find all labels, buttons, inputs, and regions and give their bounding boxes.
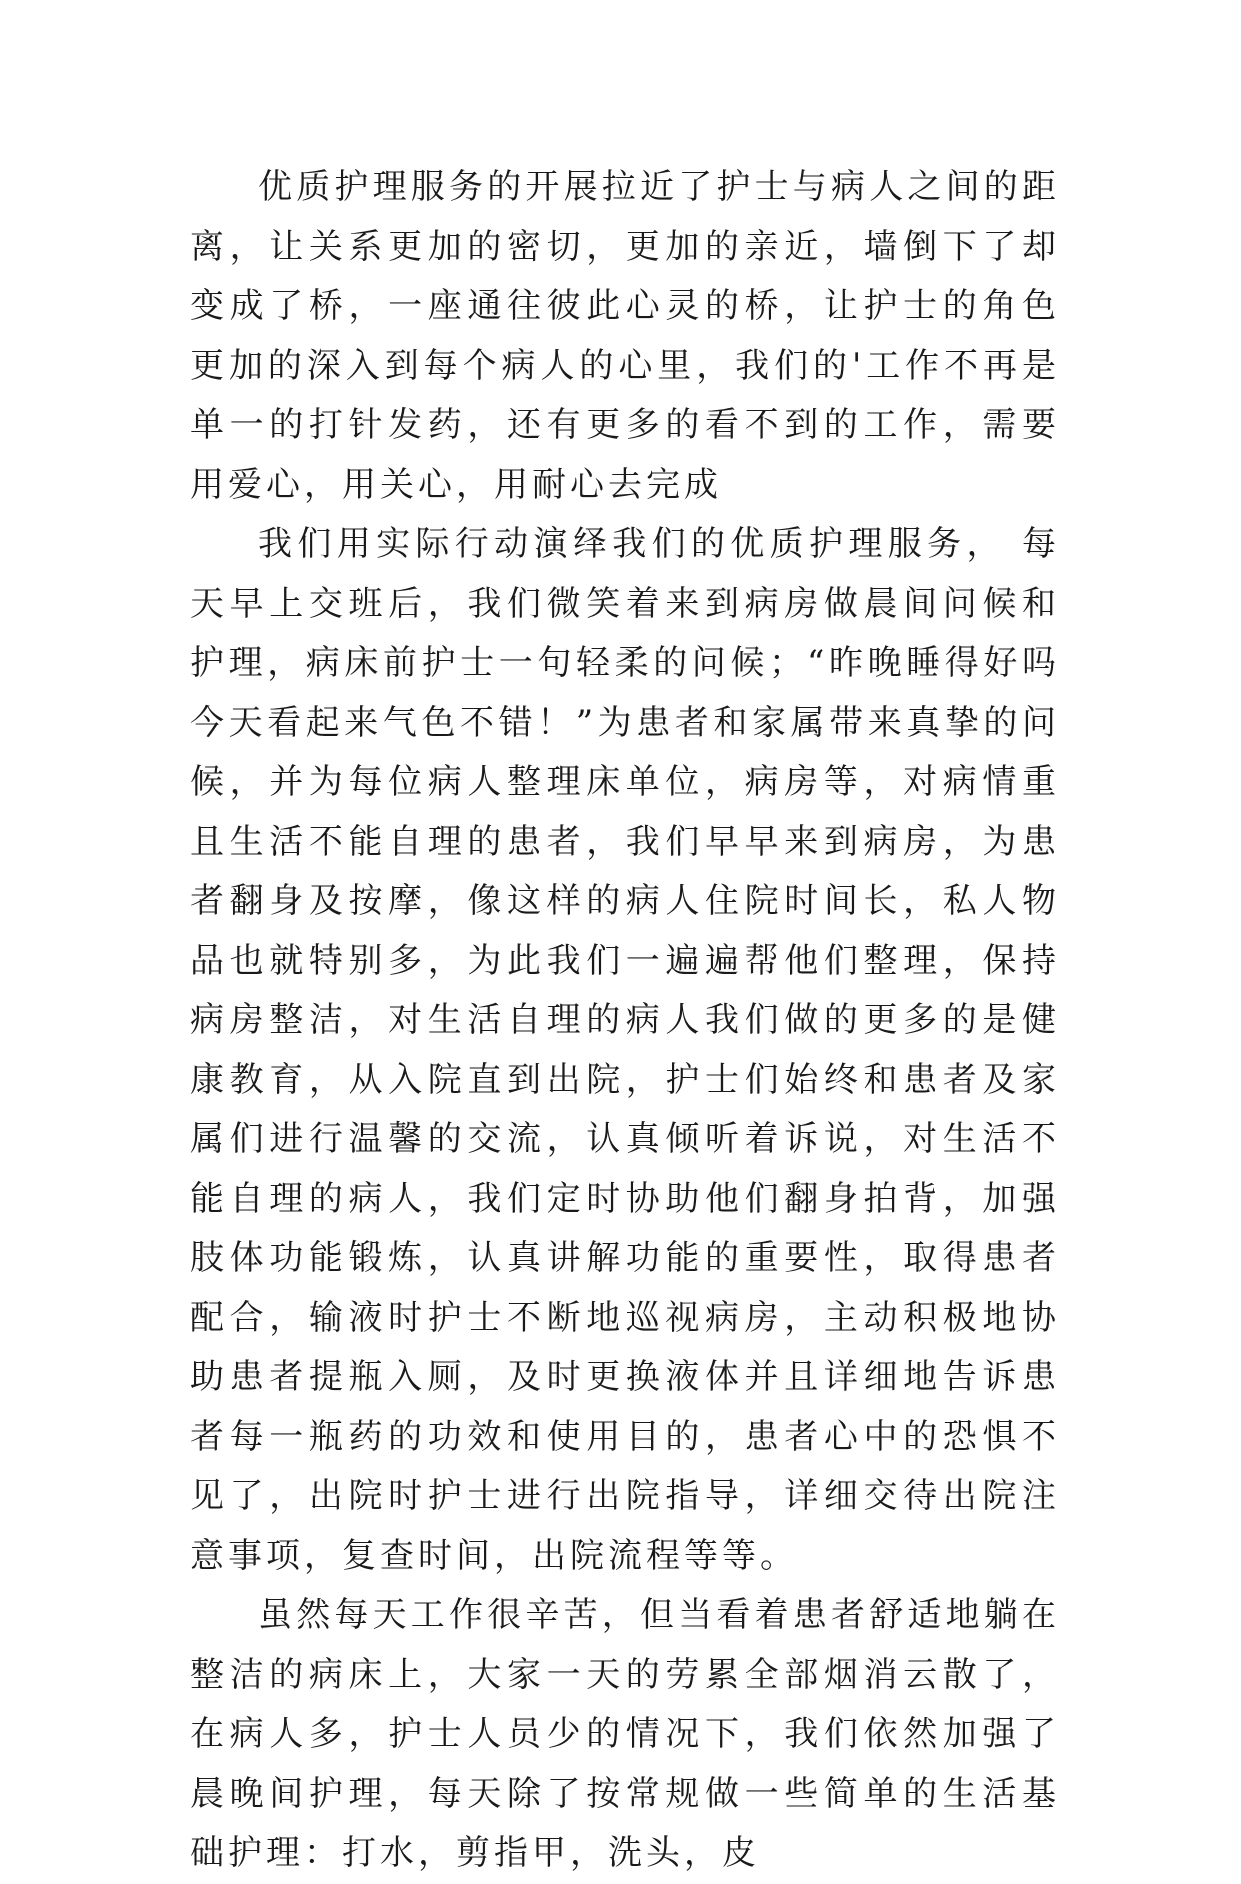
- paragraph: 优质护理服务的开展拉近了护士与病人之间的距离，让关系更加的密切，更加的亲近，墙倒下了却变成了桥，一座通往彼此心灵的桥，让护士的角色更加的深入到每个病人的心里，我们的'工作不再是单一的打针发药，还有更多的看不到的工作，需要用爱心，用关心，用耐心去完成: [190, 167, 1060, 505]
- document-body: [190, 158, 1060, 1884]
- paragraph: 我们用实际行动演绎我们的优质护理服务， 每天早上交班后，我们微笑着来到病房做晨间问候和护理，病床前护士一句轻柔的问候；“昨晚睡得好吗今天看起来气色不错！”为患者和家属带来真挚的问候，并为每位病人整理床单位，病房等，对病情重且生活不能自理的患者，我们早早来到病房，为患者翻身及按摩，像这样的病人住院时间长，私人物品也就特别多，为此我们一遍遍帮他们整理，保持病房整洁，对生活自理的病人我们做的更多的是健康教育，从入院直到出院，护士们始终和患者及家属们进行温馨的交流，认真倾听着诉说，对生活不能自理的病人，我们定时协助他们翻身拍背，加强肢体功能锻炼，认真讲解功能的重要性，取得患者配合，输液时护士不断地巡视病房，主动积极地协助患者提瓶入厕，及时更换液体并且详细地告诉患者每一瓶药的功效和使用目的，患者心中的恐惧不见了，出院时护士进行出院指导，详细交待出院注意事项，复查时间，出院流程等等。: [190, 524, 1060, 1576]
- paragraph: 虽然每天工作很辛苦，但当看着患者舒适地躺在整洁的病床上，大家一天的劳累全部烟消云散了，在病人多，护士人员少的情况下，我们依然加强了晨晚间护理，每天除了按常规做一些简单的生活基础护理：打水，剪指甲，洗头，皮: [190, 1595, 1060, 1873]
